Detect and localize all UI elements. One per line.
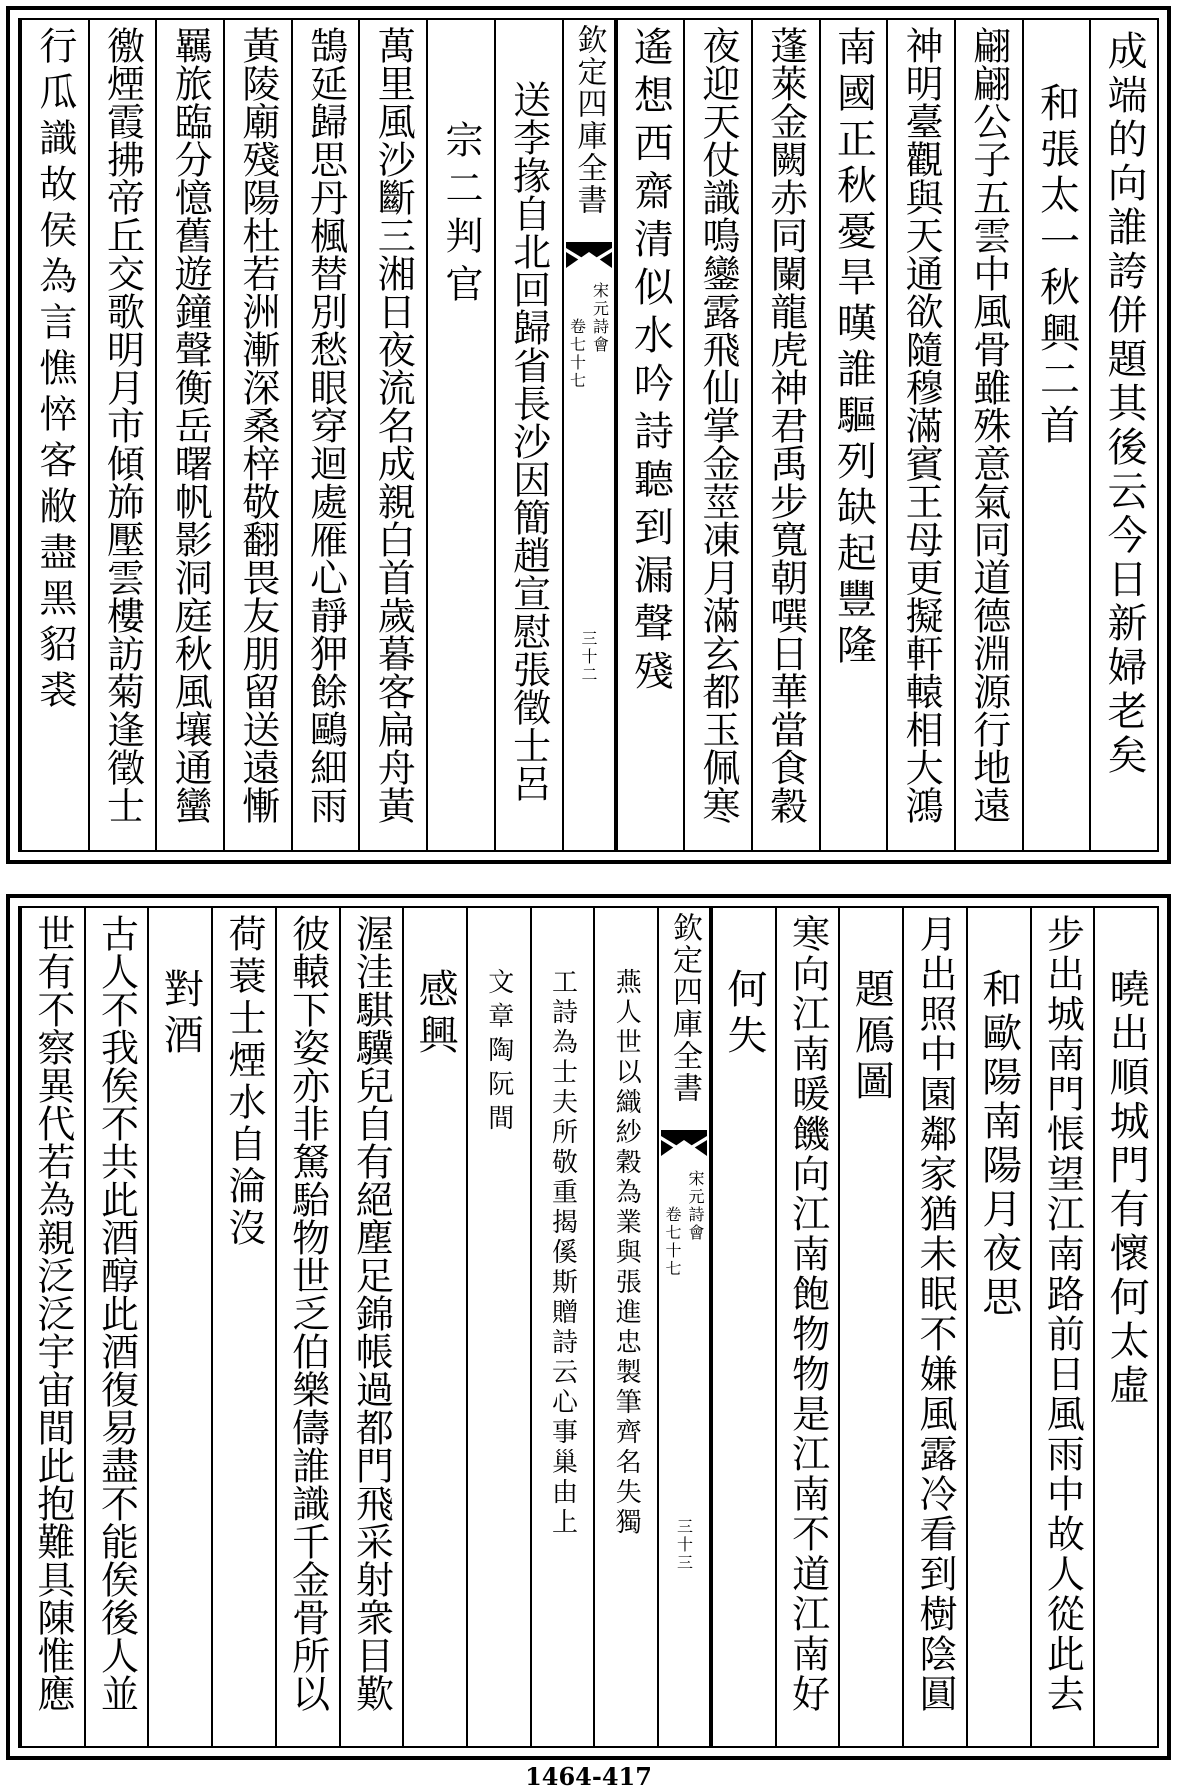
spine-header: 欽定四庫全書	[667, 912, 703, 1104]
text-column	[291, 20, 359, 850]
column-text: 徼煙霞拂帝丘交歌明月市傾斾壓雲樓訪菊逢徵士	[100, 26, 145, 824]
text-column	[223, 20, 291, 850]
column-text: 萬里風沙斷三湘日夜流名成親白首歲暮客扁舟黃	[371, 26, 416, 824]
column-text: 和歐陽南陽月夜思	[975, 968, 1022, 1320]
column-text: 南國正秋憂旱暵誰驅列缺起豐隆	[830, 26, 877, 670]
column-text: 遙想西齋清似水吟詩聽到漏聲殘	[627, 26, 674, 698]
column-text: 工詩為士夫所敬重揭傒斯贈詩云心事巢由上	[547, 968, 578, 1538]
column-text: 燕人世以織紗穀為業與張進忠製筆齊名失獨	[611, 968, 642, 1538]
text-column	[211, 908, 275, 1746]
text-column	[530, 908, 594, 1746]
column-text: 彼轅下姿亦非駑駘物世乏伯樂儔誰識千金骨所以	[285, 914, 330, 1712]
column-text: 鵠延歸思丹楓替別愁眼穿迴處雁心靜狎餘鷗細雨	[303, 26, 348, 824]
text-column	[466, 908, 530, 1746]
upper-page	[6, 6, 1171, 864]
text-column	[1093, 908, 1157, 1746]
text-column	[616, 20, 684, 850]
text-column	[902, 908, 966, 1746]
text-column	[20, 908, 84, 1746]
text-column	[155, 20, 223, 850]
text-column	[751, 20, 819, 850]
column-text: 送李掾自北回歸省長沙因簡趙宣慰張徵士呂	[506, 80, 551, 802]
text-column	[494, 20, 562, 850]
fishtail-mark	[661, 1130, 707, 1156]
column-text: 和張太一秋興二首	[1033, 82, 1080, 450]
column-text: 題鴈圖	[848, 968, 895, 1106]
spine-volume: 卷七十七	[663, 1206, 683, 1278]
column-text: 對酒	[157, 968, 204, 1060]
column-text: 曉出順城門有懷何太虛	[1103, 968, 1150, 1408]
text-column	[775, 908, 839, 1746]
text-column	[88, 20, 156, 850]
text-column	[426, 20, 494, 850]
lower-page	[6, 894, 1171, 1760]
column-text: 古人不我俟不共此酒醇此酒復易盡不能俟後人並	[94, 914, 139, 1712]
column-text: 渥洼騏驥兒自有絕塵足錦帳過都門飛采射衆目歎	[349, 914, 394, 1712]
column-text: 感興	[412, 968, 459, 1060]
text-column	[1089, 20, 1157, 850]
column-text: 神明臺觀與天通欲隨穆滿賓王母更擬軒轅相大鴻	[899, 26, 944, 824]
column-text: 月出照中園鄰家猶未眠不嫌風露冷看到樹陰圓	[913, 914, 958, 1714]
text-column	[966, 908, 1030, 1746]
upper-page-frame	[18, 18, 1159, 852]
column-text: 羈旅臨分憶舊遊鐘聲衡岳曙帆影洞庭秋風壤通蠻	[168, 26, 213, 824]
text-column	[1022, 20, 1090, 850]
text-column	[1030, 908, 1094, 1746]
spine-book-title: 宋元詩會	[590, 282, 610, 354]
text-column	[20, 20, 88, 850]
column-text: 行瓜識故侯為言憔悴客敝盡黑貂裘	[32, 26, 77, 716]
text-column	[402, 908, 466, 1746]
column-text: 成端的向誰誇併題其後云今日新婦老矣	[1101, 30, 1148, 778]
book-spine	[657, 908, 711, 1746]
text-column	[593, 908, 657, 1746]
column-text: 何失	[720, 968, 767, 1060]
spine-volume: 卷七十七	[567, 318, 587, 390]
spine-page-number: 三十三	[674, 1518, 694, 1572]
column-text: 宗二判官	[438, 120, 483, 312]
text-column	[339, 908, 403, 1746]
book-spine	[562, 20, 616, 850]
spine-header: 欽定四庫全書	[571, 24, 607, 216]
column-text: 荷蓑士煙水自淪沒	[221, 914, 266, 1250]
fishtail-mark	[566, 242, 612, 268]
text-column	[147, 908, 211, 1746]
column-text: 翩翩公子五雲中風骨雖殊意氣同道德淵源行地遠	[966, 26, 1011, 824]
text-column	[886, 20, 954, 850]
text-column	[819, 20, 887, 850]
text-column	[954, 20, 1022, 850]
spine-page-number: 三十二	[579, 630, 598, 684]
column-text: 寒向江南暖饑向江南飽物物是江南不道江南好	[785, 914, 830, 1714]
column-text: 步出城南門悵望江南路前日風雨中故人從此去	[1040, 914, 1085, 1714]
column-text: 黃陵廟殘陽杜若洲漸深桑梓敬翻畏友朋留送遠慚	[235, 26, 280, 824]
text-column	[358, 20, 426, 850]
text-column	[275, 908, 339, 1746]
column-text: 夜迎天仗識鳴鑾露飛仙掌金莖凍月滿玄都玉佩寒	[696, 26, 741, 824]
text-column	[683, 20, 751, 850]
column-text: 蓬萊金闕赤同闌龍虎神君禹步寬朝噀日華當食穀	[763, 26, 808, 824]
spine-book-title: 宋元詩會	[686, 1170, 706, 1242]
column-text: 世有不察異代若為親泛泛宇宙間此抱難具陳惟應	[30, 914, 75, 1712]
text-column	[84, 908, 148, 1746]
page-footer-number: 1464-417	[525, 1762, 652, 1791]
text-column	[711, 908, 775, 1746]
column-text: 文章陶阮間	[483, 968, 514, 1138]
lower-page-frame	[18, 906, 1159, 1748]
text-column	[838, 908, 902, 1746]
